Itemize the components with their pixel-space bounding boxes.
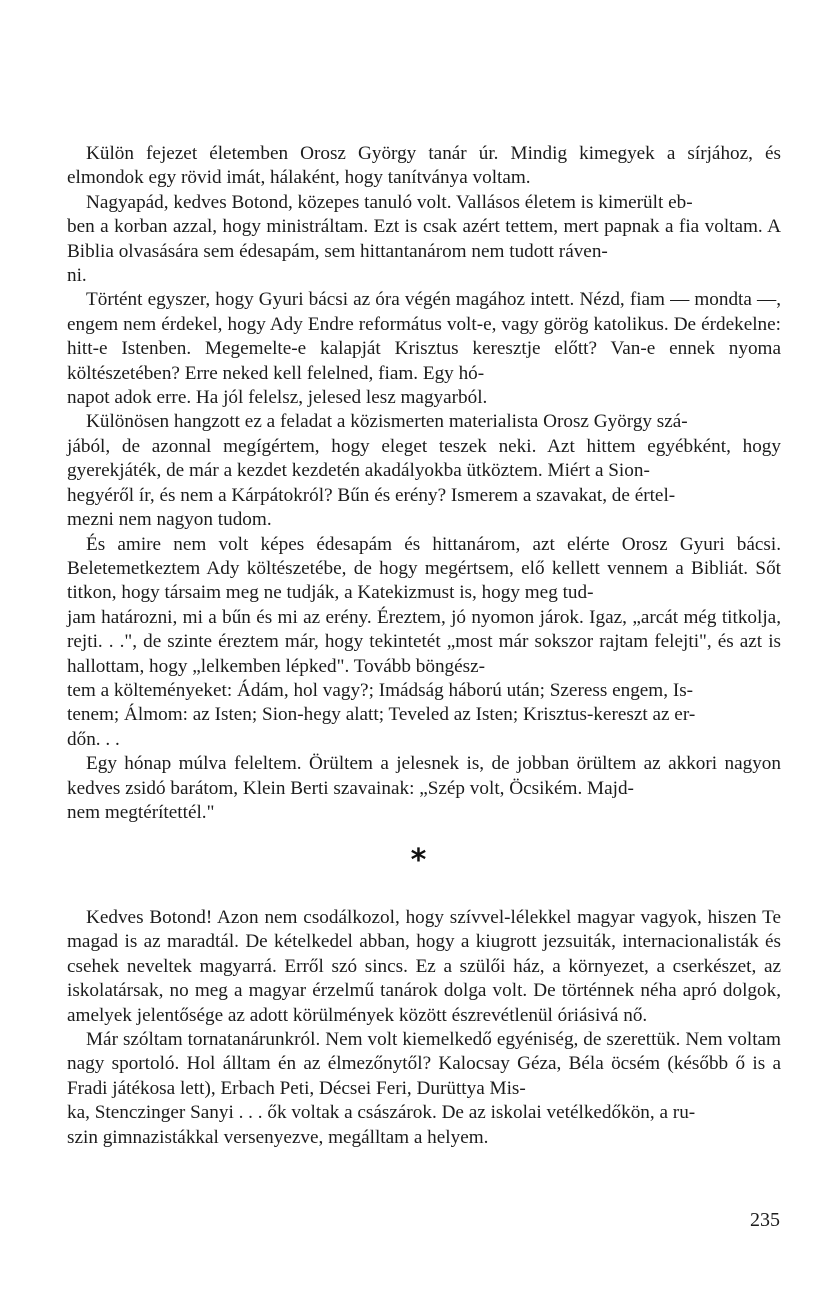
paragraph-2: Nagyapád, kedves Botond, közepes tanuló volt. Vallásos életem is kimerült eb- ben a korban azzal, hogy ministráltam. Ezt is csak azért tettem, mert papnak a fia voltam. A Biblia olvasására sem édesapám, sem hittantanárom nem tudott ráven- ni. bbox=[67, 191, 781, 287]
section-1 bbox=[67, 142, 781, 825]
section-2 bbox=[67, 906, 781, 1150]
paragraph-7: Kedves Botond! Azon nem csodálkozol, hogy szívvel-lélekkel magyar vagyok, hiszen Te magad is az maradtál. De kételkedel abban, hogy a kiugrott jezsuiták, internacionalisták és csehek neveltek magyarrá. Erről szó sincs. Ez a szülői ház, a környezet, a cserkészet, az iskolatársak, no meg a magyar érzelmű tanárok dolga volt. De történnek néha apró dolgok, amelyek jelentősége az adott körülmények között észrevétlenül óriásivá nő. bbox=[67, 907, 781, 1026]
section-separator-asterisk: * bbox=[410, 843, 427, 878]
paragraph-8: Már szóltam tornatanárunkról. Nem volt kiemelkedő egyéniség, de szerettük. Nem voltam nagy sportoló. Hol álltam én az élmezőnytől? Kalocsay Géza, Béla öcsém (később ő is a Fradi játékosa lett), Erbach Peti, Décsei Feri, Durüttya Mis- ka, Stenczinger Sanyi . . . ők voltak a császárok. De az iskolai vetélkedőkön, a ru- szin gimnazistákkal versenyezve, megálltam a helyem. bbox=[67, 1029, 781, 1148]
paragraph-5: És amire nem volt képes édesapám és hittanárom, azt elérte Orosz Gyuri bácsi. Beletemetkeztem Ady költészetébe, de hogy megértsem, elő kellett vennem a Bibliát. Sőt titkon, hogy társaim meg ne tudják, a Katekizmust is, hogy meg tud- jam határozni, mi a bűn és mi az erény. Éreztem, jó nyomon járok. Igaz, „arcát még titkolja, rejti. . .", de szinte éreztem már, hogy tekintetét „most már sokszor rajtam felejti", és azt is hallottam, hogy „lelkemben lépked". Tovább böngész- tem a költeményeket: Ádám, hol vagy?; Imádság háború után; Szeress engem, Is- tenem; Álmom: az Isten; Sion-hegy alatt; Teveled az Isten; Krisztus-kereszt az er- dőn. . . bbox=[67, 533, 781, 750]
paragraph-6: Egy hónap múlva feleltem. Örültem a jelesnek is, de jobban örültem az akkori nagyon kedves zsidó barátom, Klein Berti szavainak: „Szép volt, Öcsikém. Majd- nem megtérítettél." bbox=[67, 753, 781, 823]
paragraph-4: Különösen hangzott ez a feladat a közismerten materialista Orosz György szá- jából, de azonnal megígértem, hogy eleget teszek neki. Azt hittem egyébként, hogy gyerekjáték, de már a kezdet kezdetén akadályokba ütköztem. Miért a Sion- hegyéről ír, és nem a Kárpátokról? Bűn és erény? Ismerem a szavakat, de értel- mezni nem nagyon tudom. bbox=[67, 411, 781, 531]
paragraph-1: Külön fejezet életemben Orosz György tanár úr. Mindig kimegyek a sírjához, és elmondok egy rövid imát, hálaként, hogy tanítványa voltam. bbox=[67, 143, 781, 189]
page-number: 235 bbox=[750, 1209, 780, 1231]
paragraph-3: Történt egyszer, hogy Gyuri bácsi az óra végén magához intett. Nézd, fiam — mondta —, engem nem érdekel, hogy Ady Endre református volt-e, vagy görög katolikus. De érdekelne: hitt-e Istenben. Megemelte-e kalapját Krisztus keresztje előtt? Van-e ennek nyoma költészetében? Erre neked kell felelned, fiam. Egy hó- napot adok erre. Ha jól felelsz, jelesed lesz magyarból. bbox=[67, 289, 781, 409]
